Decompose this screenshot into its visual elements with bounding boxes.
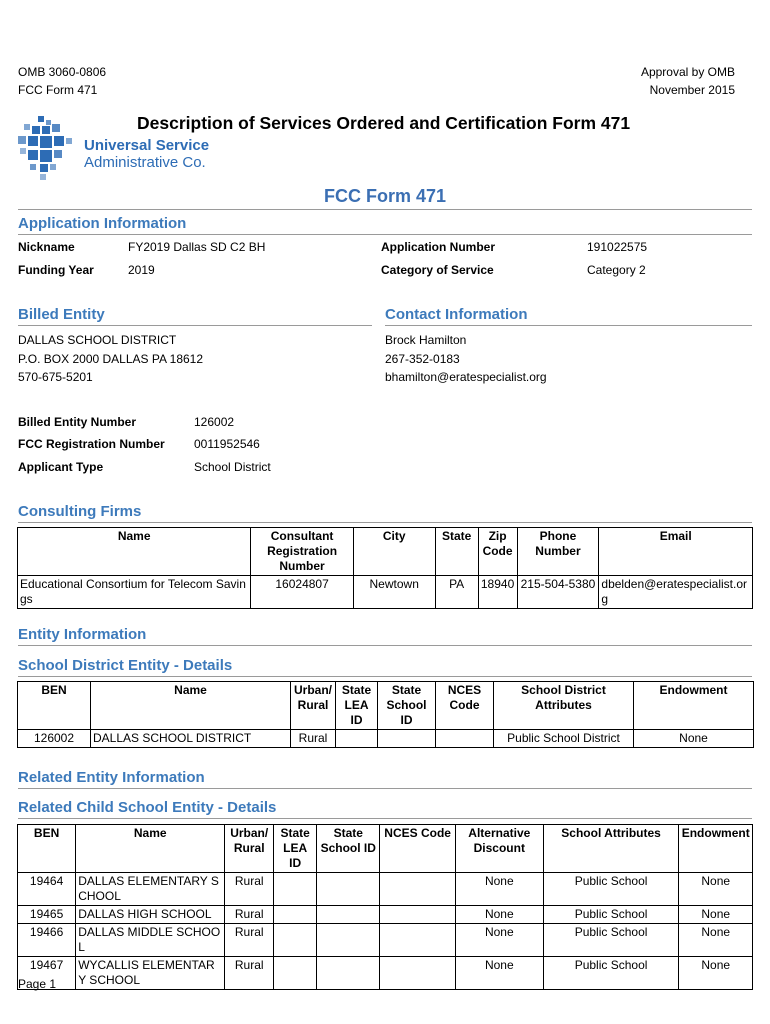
- col-state-school: State School ID: [378, 682, 436, 730]
- logo-line2: Administrative Co.: [84, 154, 206, 171]
- entity-heading: Entity Information: [18, 626, 147, 643]
- school-alt-discount: None: [455, 906, 543, 924]
- entity-name: DALLAS SCHOOL DISTRICT: [91, 730, 291, 748]
- billed-entity-phone: 570-675-5201: [18, 370, 93, 384]
- col-name: Name: [76, 825, 225, 873]
- school-endowment: None: [679, 957, 753, 990]
- contact-divider: [385, 325, 752, 326]
- school-urban-rural: Rural: [225, 906, 274, 924]
- form-number: FCC Form 471: [18, 83, 98, 97]
- contact-email: bhamilton@eratespecialist.org: [385, 370, 547, 384]
- related-subheading: Related Child School Entity - Details: [18, 799, 277, 816]
- school-ben: 19467: [18, 957, 76, 990]
- school-urban-rural: Rural: [225, 873, 274, 906]
- approval-text: Approval by OMB: [640, 65, 735, 79]
- entity-sub-divider: [18, 676, 752, 677]
- col-name: Name: [18, 528, 251, 576]
- col-district-attributes: School District Attributes: [494, 682, 634, 730]
- application-divider: [18, 234, 752, 235]
- child-school-table: [17, 824, 753, 990]
- col-state-lea: State LEA ID: [274, 825, 317, 873]
- page-number: Page 1: [18, 977, 57, 991]
- school-nces: [380, 957, 456, 990]
- col-endowment: Endowment: [679, 825, 753, 873]
- funding-year-label: Funding Year: [18, 263, 94, 277]
- contact-heading: Contact Information: [385, 306, 528, 323]
- school-attributes: Public School: [543, 906, 679, 924]
- col-urban-rural: Urban/ Rural: [225, 825, 274, 873]
- col-state-lea: State LEA ID: [336, 682, 378, 730]
- entity-subheading: School District Entity - Details: [18, 657, 233, 674]
- col-name: Name: [91, 682, 291, 730]
- col-alt-discount: Alternative Discount: [455, 825, 543, 873]
- entity-nces: [436, 730, 494, 748]
- school-endowment: None: [679, 924, 753, 957]
- application-number-value: 191022575: [587, 240, 648, 254]
- billed-entity-address: P.O. BOX 2000 DALLAS PA 18612: [18, 351, 204, 366]
- school-alt-discount: None: [455, 873, 543, 906]
- application-number-label: Application Number: [381, 240, 496, 254]
- col-nces: NCES Code: [380, 825, 456, 873]
- firm-phone: 215-504-5380: [517, 576, 599, 609]
- fcc-registration-value: 0011952546: [194, 437, 260, 451]
- consulting-heading: Consulting Firms: [18, 503, 142, 520]
- firm-registration: 16024807: [251, 576, 353, 609]
- school-urban-rural: Rural: [225, 957, 274, 990]
- school-state-id: [317, 957, 380, 990]
- entity-divider: [18, 645, 752, 646]
- consulting-header-row: [18, 528, 753, 576]
- district-entity-table: [17, 681, 754, 748]
- nickname-label: Nickname: [18, 240, 75, 254]
- col-email: Email: [599, 528, 753, 576]
- billed-entity-heading: Billed Entity: [18, 306, 105, 323]
- table-row: [18, 873, 753, 906]
- entity-header-row: [18, 682, 754, 730]
- usac-logo-text: [84, 137, 209, 171]
- billed-entity-divider: [18, 325, 372, 326]
- col-state: State: [435, 528, 478, 576]
- school-state-lea: [274, 924, 317, 957]
- school-state-lea: [274, 906, 317, 924]
- firm-name: Educational Consortium for Telecom Savings: [18, 576, 251, 609]
- school-ben: 19464: [18, 873, 76, 906]
- form-title: FCC Form 471: [323, 186, 447, 206]
- school-attributes: Public School: [543, 873, 679, 906]
- col-registration: Consultant Registration Number: [251, 528, 353, 576]
- category-value: Category 2: [587, 263, 646, 277]
- school-attributes: Public School: [543, 924, 679, 957]
- applicant-type-label: Applicant Type: [18, 460, 104, 474]
- school-state-lea: [274, 957, 317, 990]
- omb-number: OMB 3060-0806: [18, 65, 107, 79]
- col-ben: BEN: [18, 825, 76, 873]
- consulting-divider: [18, 522, 752, 523]
- col-ben: BEN: [18, 682, 91, 730]
- funding-year-value: 2019: [128, 263, 155, 277]
- category-label: Category of Service: [381, 263, 494, 277]
- related-heading: Related Entity Information: [18, 769, 205, 786]
- related-divider: [18, 788, 752, 789]
- entity-endowment: None: [634, 730, 754, 748]
- application-heading: Application Information: [18, 215, 187, 232]
- col-school-attributes: School Attributes: [543, 825, 679, 873]
- entity-ben: 126002: [18, 730, 91, 748]
- entity-state-lea: [336, 730, 378, 748]
- entity-urban-rural: Rural: [291, 730, 336, 748]
- col-zip: Zip Code: [478, 528, 517, 576]
- contact-name: Brock Hamilton: [385, 333, 467, 347]
- school-state-id: [317, 873, 380, 906]
- consulting-table: [17, 527, 753, 609]
- table-row: [18, 924, 753, 957]
- school-ben: 19465: [18, 906, 76, 924]
- related-header-row: [18, 825, 753, 873]
- school-name: DALLAS ELEMENTARY SCHOOL: [76, 873, 225, 906]
- school-alt-discount: None: [455, 924, 543, 957]
- school-state-id: [317, 906, 380, 924]
- col-nces: NCES Code: [436, 682, 494, 730]
- usac-logo-icon: [16, 114, 76, 184]
- contact-block: [385, 331, 547, 387]
- school-nces: [380, 924, 456, 957]
- school-ben: 19466: [18, 924, 76, 957]
- school-alt-discount: None: [455, 957, 543, 990]
- related-sub-divider: [18, 818, 752, 819]
- school-name: DALLAS HIGH SCHOOL: [76, 906, 225, 924]
- col-urban-rural: Urban/ Rural: [291, 682, 336, 730]
- col-endowment: Endowment: [634, 682, 754, 730]
- table-row: [18, 730, 754, 748]
- table-row: [18, 906, 753, 924]
- approval-date: November 2015: [649, 83, 735, 97]
- school-nces: [380, 873, 456, 906]
- applicant-type-value: School District: [194, 460, 271, 474]
- fcc-registration-label: FCC Registration Number: [18, 437, 165, 451]
- logo-line1: Universal Service: [84, 137, 210, 154]
- entity-state-school: [378, 730, 436, 748]
- firm-email: dbelden@eratespecialist.org: [599, 576, 753, 609]
- ben-label: Billed Entity Number: [18, 415, 137, 429]
- school-name: WYCALLIS ELEMENTARY SCHOOL: [76, 957, 225, 990]
- firm-state: PA: [435, 576, 478, 609]
- school-state-lea: [274, 873, 317, 906]
- billed-entity-address-block: [18, 331, 203, 387]
- school-state-id: [317, 924, 380, 957]
- school-attributes: Public School: [543, 957, 679, 990]
- firm-zip: 18940: [478, 576, 517, 609]
- table-row: [18, 576, 753, 609]
- table-row: [18, 957, 753, 990]
- title-divider: [18, 209, 752, 210]
- school-nces: [380, 906, 456, 924]
- school-endowment: None: [679, 906, 753, 924]
- school-name: DALLAS MIDDLE SCHOOL: [76, 924, 225, 957]
- nickname-value: FY2019 Dallas SD C2 BH: [128, 240, 266, 254]
- entity-attributes: Public School District: [494, 730, 634, 748]
- school-urban-rural: Rural: [225, 924, 274, 957]
- col-state-school: State School ID: [317, 825, 380, 873]
- contact-phone: 267-352-0183: [385, 351, 460, 366]
- billed-entity-name: DALLAS SCHOOL DISTRICT: [18, 333, 177, 347]
- header-left: [18, 63, 106, 99]
- header-right: [641, 63, 735, 99]
- school-endowment: None: [679, 873, 753, 906]
- col-phone: Phone Number: [517, 528, 599, 576]
- ben-value: 126002: [194, 415, 235, 429]
- col-city: City: [353, 528, 435, 576]
- page-title: Description of Services Ordered and Certification Form 471: [137, 113, 631, 133]
- firm-city: Newtown: [353, 576, 435, 609]
